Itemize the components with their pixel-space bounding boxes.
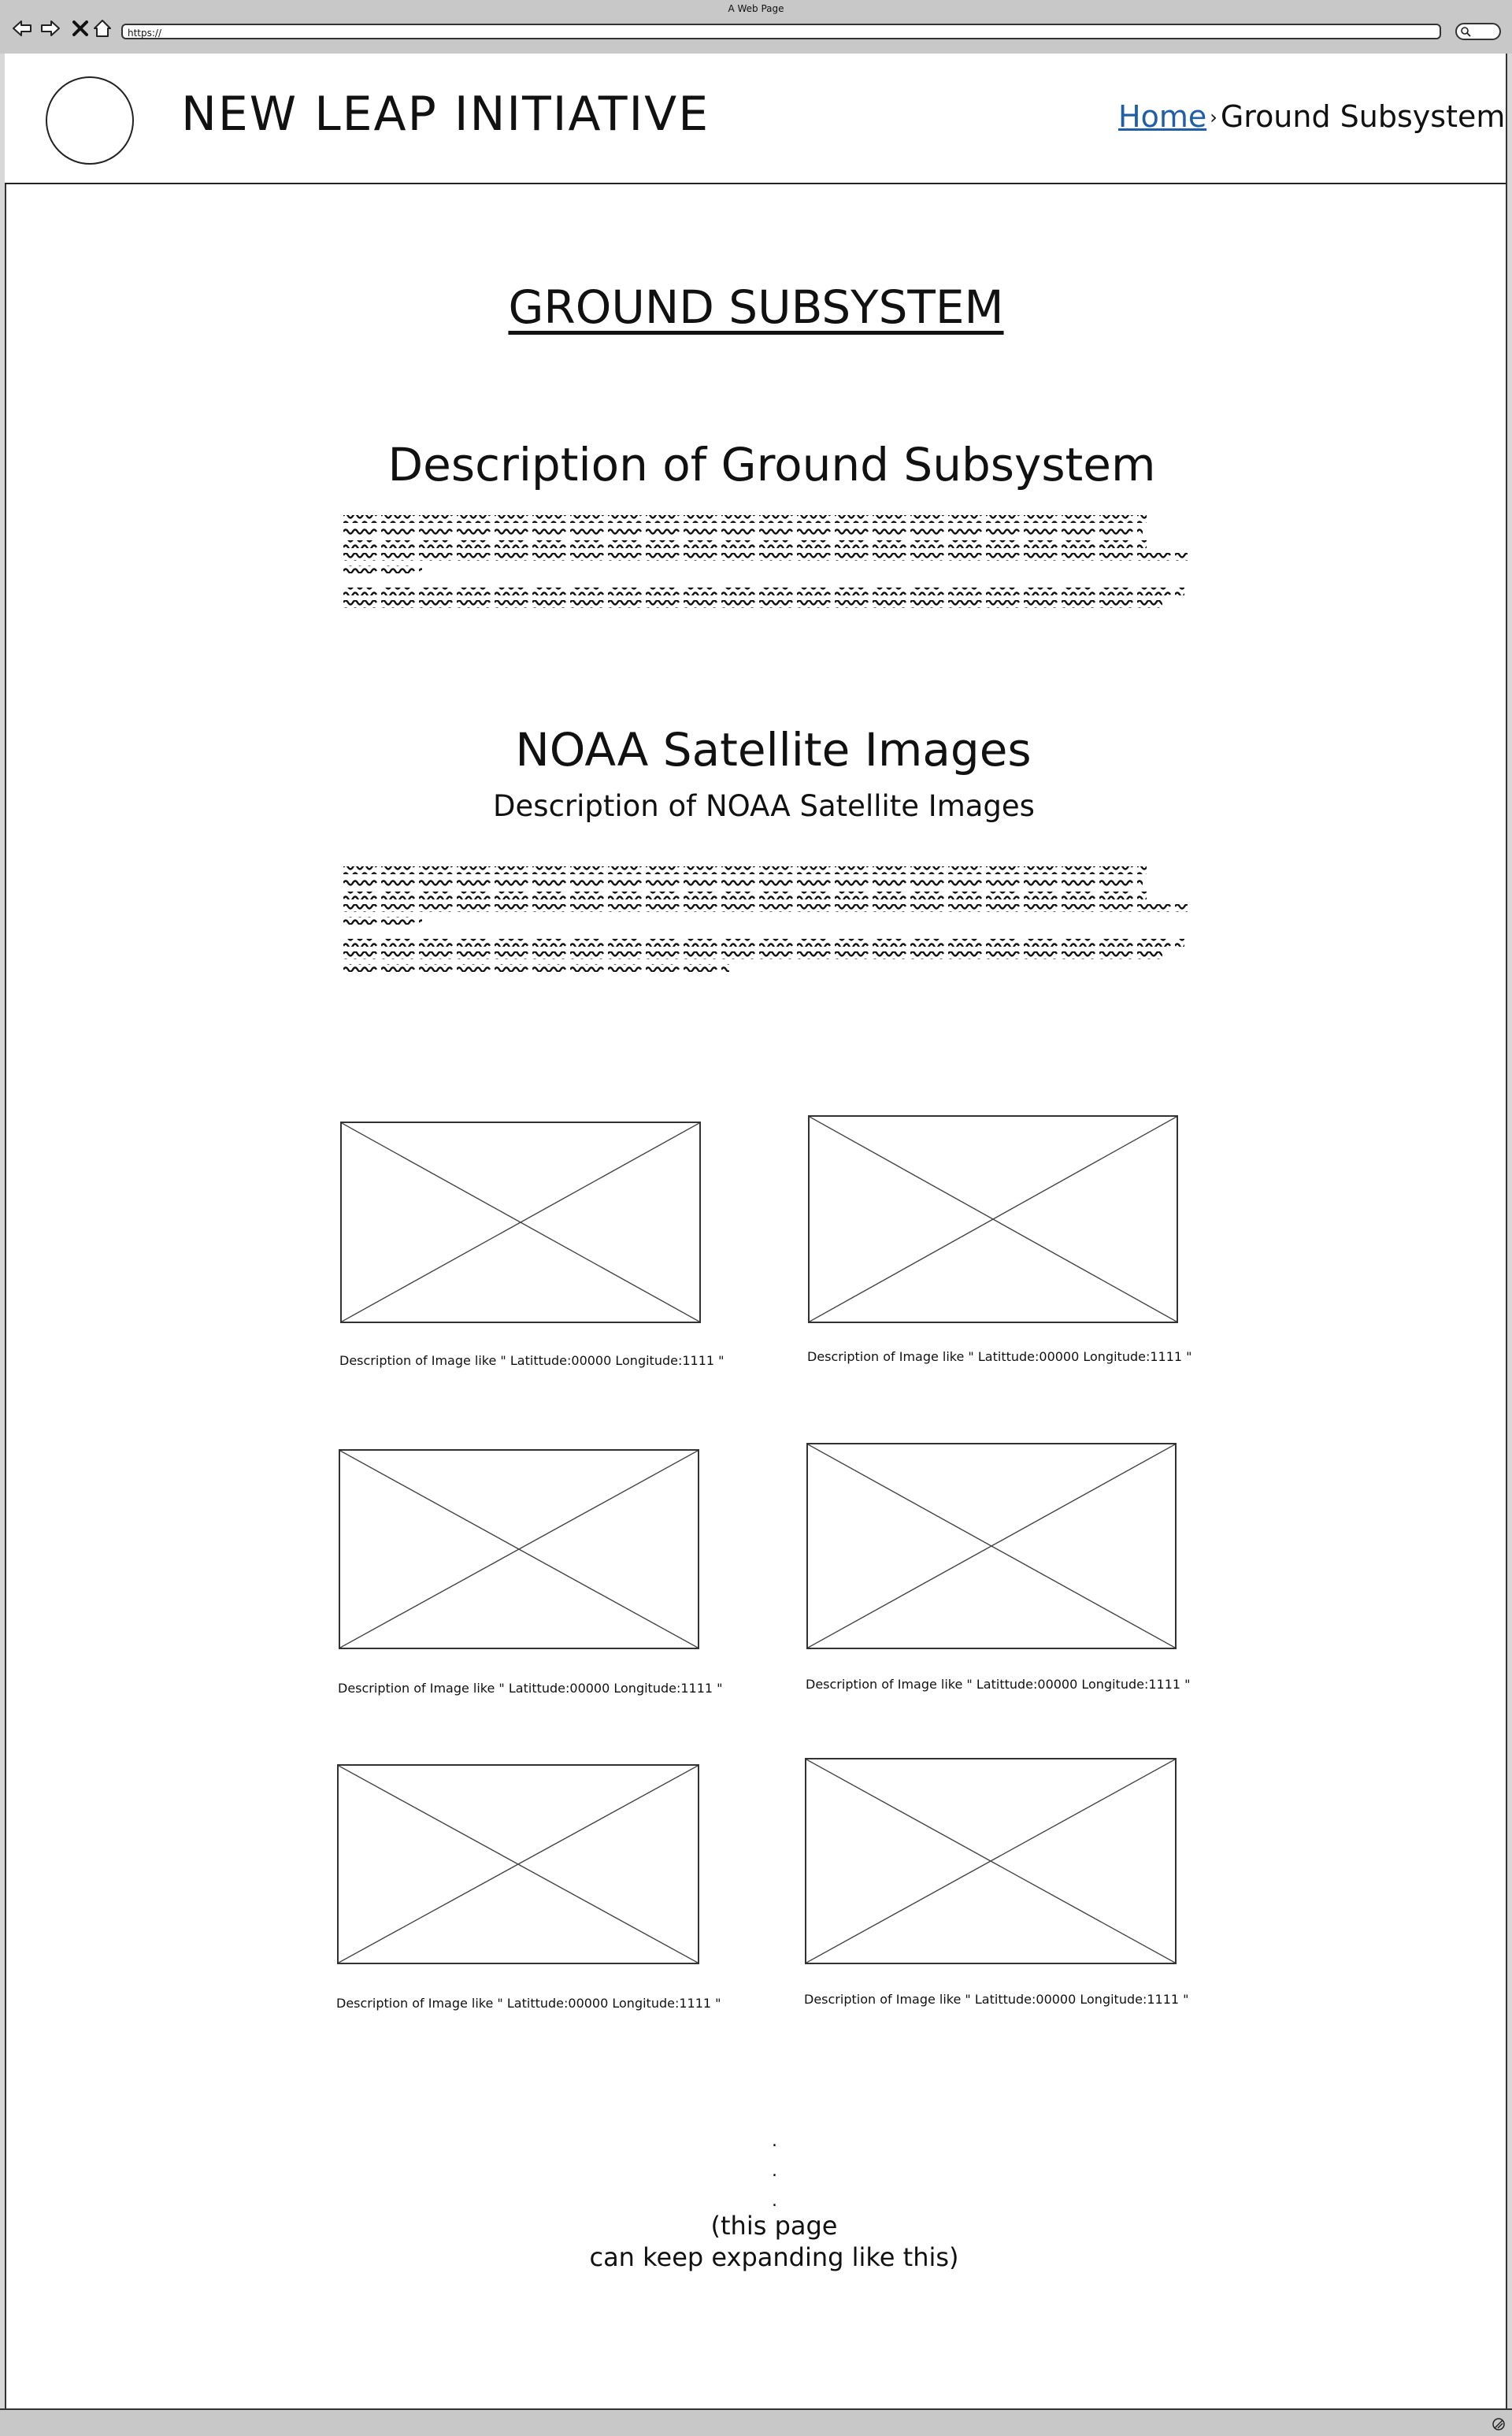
- stop-icon[interactable]: [69, 17, 91, 39]
- satellite-image-placeholder[interactable]: [808, 1115, 1178, 1323]
- image-caption: Description of Image like " Latittude:00000 Longitude:1111 ": [339, 1353, 724, 1368]
- breadcrumb-separator: ›: [1210, 106, 1217, 128]
- noaa-description-text: [343, 863, 1189, 978]
- image-caption: Description of Image like " Latittude:00000 Longitude:1111 ": [804, 1992, 1189, 2007]
- noaa-section-heading: NOAA Satellite Images: [515, 723, 1032, 777]
- image-caption: Description of Image like " Latittude:00000 Longitude:1111 ": [807, 1349, 1192, 1364]
- satellite-image-placeholder[interactable]: [340, 1122, 701, 1323]
- continuation-dot: .: [772, 2161, 777, 2181]
- noaa-section-subheading: Description of NOAA Satellite Images: [493, 789, 1035, 823]
- breadcrumb: [1118, 99, 1505, 134]
- expand-note-line-2: can keep expanding like this): [589, 2242, 959, 2272]
- ground-description-text: [343, 512, 1189, 616]
- image-placeholder-icon: [808, 1444, 1175, 1648]
- satellite-image-placeholder[interactable]: [805, 1758, 1177, 1964]
- browser-search-box[interactable]: [1455, 23, 1501, 40]
- image-placeholder-icon: [340, 1451, 698, 1648]
- window-title: A Web Page: [728, 3, 784, 14]
- breadcrumb-current: Ground Subsystem: [1220, 99, 1506, 134]
- image-caption: Description of Image like " Latittude:00000 Longitude:1111 ": [338, 1681, 723, 1696]
- expand-note: [0, 2210, 1512, 2273]
- window-frame-right: [1506, 54, 1512, 2408]
- satellite-image-placeholder[interactable]: [339, 1449, 699, 1649]
- image-placeholder-icon: [810, 1117, 1177, 1322]
- satellite-image-placeholder[interactable]: [806, 1443, 1177, 1649]
- page-title-text: GROUND SUBSYSTEM: [508, 280, 1004, 334]
- address-bar[interactable]: https://: [121, 24, 1441, 39]
- breadcrumb-home-link[interactable]: Home: [1118, 99, 1207, 134]
- expand-note-line-1: (this page: [710, 2211, 838, 2241]
- image-placeholder-icon: [342, 1123, 699, 1322]
- image-placeholder-icon: [806, 1759, 1175, 1963]
- home-icon[interactable]: [91, 17, 113, 39]
- resize-grip-icon[interactable]: [1490, 2416, 1507, 2433]
- ground-section-heading: Description of Ground Subsystem: [387, 438, 1156, 491]
- image-placeholder-icon: [339, 1766, 698, 1963]
- continuation-dot: .: [772, 2131, 777, 2151]
- browser-status-bar: [0, 2408, 1512, 2436]
- forward-arrow-icon[interactable]: [39, 17, 61, 39]
- logo-placeholder[interactable]: [46, 76, 134, 165]
- back-arrow-icon[interactable]: [11, 17, 33, 39]
- search-icon: [1460, 26, 1471, 37]
- satellite-image-placeholder[interactable]: [337, 1764, 699, 1964]
- window-frame-left: [0, 54, 6, 2408]
- site-title: NEW LEAP INITIATIVE: [181, 87, 710, 142]
- page-title: [0, 280, 1512, 334]
- continuation-dot: .: [772, 2191, 777, 2211]
- image-caption: Description of Image like " Latittude:00000 Longitude:1111 ": [336, 1996, 721, 2011]
- image-caption: Description of Image like " Latittude:00000 Longitude:1111 ": [806, 1677, 1191, 1692]
